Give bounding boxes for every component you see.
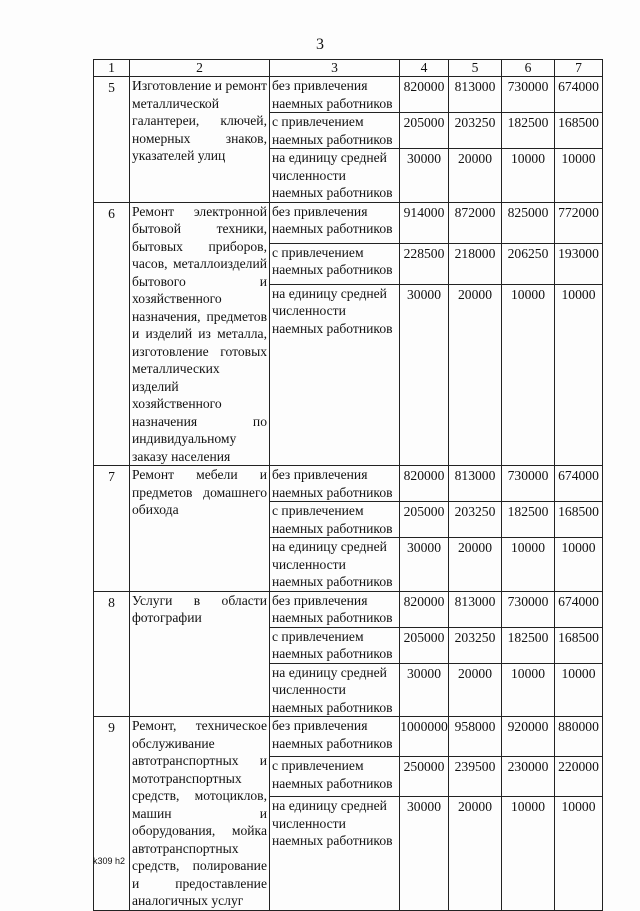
- service-name: Услуги в области фотографии: [130, 591, 270, 717]
- value-cell: 674000: [555, 591, 603, 627]
- value-cell: 10000: [555, 663, 603, 717]
- row-number: 7: [94, 466, 130, 592]
- row-number: 6: [94, 202, 130, 466]
- value-cell: 813000: [449, 466, 502, 502]
- value-cell: 206250: [502, 243, 555, 284]
- header-row: [94, 60, 603, 77]
- value-cell: 914000: [400, 202, 449, 243]
- value-cell: 10000: [555, 538, 603, 592]
- value-cell: 820000: [400, 591, 449, 627]
- value-cell: 182500: [502, 113, 555, 149]
- value-cell: 250000: [400, 757, 449, 797]
- value-cell: 205000: [400, 502, 449, 538]
- value-cell: 10000: [502, 538, 555, 592]
- employment-mode: на единицу средней численности наемных работников: [270, 663, 400, 717]
- value-cell: 30000: [400, 538, 449, 592]
- column-header: 7: [555, 60, 603, 77]
- table-row: [94, 77, 603, 113]
- value-cell: 20000: [449, 797, 502, 910]
- services-table: [93, 59, 603, 911]
- row-number: 8: [94, 591, 130, 717]
- column-header: 6: [502, 60, 555, 77]
- value-cell: 880000: [555, 717, 603, 757]
- value-cell: 813000: [449, 591, 502, 627]
- value-cell: 20000: [449, 538, 502, 592]
- column-header: 5: [449, 60, 502, 77]
- value-cell: 218000: [449, 243, 502, 284]
- row-number: 5: [94, 77, 130, 203]
- value-cell: 20000: [449, 284, 502, 465]
- employment-mode: на единицу средней численности наемных работников: [270, 149, 400, 203]
- value-cell: 203250: [449, 502, 502, 538]
- value-cell: 10000: [502, 149, 555, 203]
- employment-mode: с привлечением наемных работников: [270, 757, 400, 797]
- value-cell: 10000: [555, 797, 603, 910]
- service-name: Ремонт, техническое обслуживание автотранспортных и мототранспортных средств, мотоциклов, машин и оборудования, мойка автотранспортных средств, полирование и предоставление аналогичных услуг: [130, 717, 270, 911]
- value-cell: 220000: [555, 757, 603, 797]
- employment-mode: без привлечения наемных работников: [270, 591, 400, 627]
- column-header: 4: [400, 60, 449, 77]
- value-cell: 30000: [400, 284, 449, 465]
- value-cell: 10000: [502, 284, 555, 465]
- service-name: Ремонт электронной бытовой техники, бытовых приборов, часов, металлоизделий бытового и хозяйственного назначения, предметов и изделий из металла, изготовление готовых металлических изделий хозяйственного назначения по индивидуальному заказу населения: [130, 202, 270, 466]
- value-cell: 772000: [555, 202, 603, 243]
- value-cell: 228500: [400, 243, 449, 284]
- employment-mode: с привлечением наемных работников: [270, 113, 400, 149]
- value-cell: 674000: [555, 466, 603, 502]
- employment-mode: без привлечения наемных работников: [270, 77, 400, 113]
- service-name: Изготовление и ремонт металлической галантереи, ключей, номерных знаков, указателей улиц: [130, 77, 270, 203]
- value-cell: 730000: [502, 591, 555, 627]
- employment-mode: без привлечения наемных работников: [270, 717, 400, 757]
- footer-code: k309 h2: [93, 856, 126, 866]
- value-cell: 820000: [400, 77, 449, 113]
- row-number: 9: [94, 717, 130, 911]
- employment-mode: без привлечения наемных работников: [270, 202, 400, 243]
- value-cell: 203250: [449, 113, 502, 149]
- column-header: 3: [270, 60, 400, 77]
- value-cell: 205000: [400, 627, 449, 663]
- value-cell: 674000: [555, 77, 603, 113]
- value-cell: 813000: [449, 77, 502, 113]
- table-row: [94, 466, 603, 502]
- value-cell: 820000: [400, 466, 449, 502]
- service-name: Ремонт мебели и предметов домашнего обихода: [130, 466, 270, 592]
- column-header: 1: [94, 60, 130, 77]
- value-cell: 1000000: [400, 717, 449, 757]
- table-row: [94, 202, 603, 243]
- value-cell: 920000: [502, 717, 555, 757]
- table-row: [94, 591, 603, 627]
- page-number: 3: [316, 36, 324, 53]
- value-cell: 958000: [449, 717, 502, 757]
- value-cell: 872000: [449, 202, 502, 243]
- value-cell: 239500: [449, 757, 502, 797]
- value-cell: 730000: [502, 466, 555, 502]
- value-cell: 193000: [555, 243, 603, 284]
- employment-mode: с привлечением наемных работников: [270, 627, 400, 663]
- value-cell: 10000: [502, 663, 555, 717]
- employment-mode: с привлечением наемных работников: [270, 243, 400, 284]
- value-cell: 30000: [400, 663, 449, 717]
- employment-mode: на единицу средней численности наемных работников: [270, 797, 400, 910]
- table-row: [94, 717, 603, 757]
- value-cell: 168500: [555, 627, 603, 663]
- value-cell: 205000: [400, 113, 449, 149]
- value-cell: 182500: [502, 502, 555, 538]
- value-cell: 10000: [502, 797, 555, 910]
- employment-mode: без привлечения наемных работников: [270, 466, 400, 502]
- value-cell: 30000: [400, 149, 449, 203]
- value-cell: 30000: [400, 797, 449, 910]
- column-header: 2: [130, 60, 270, 77]
- value-cell: 182500: [502, 627, 555, 663]
- value-cell: 168500: [555, 502, 603, 538]
- employment-mode: на единицу средней численности наемных работников: [270, 538, 400, 592]
- value-cell: 203250: [449, 627, 502, 663]
- value-cell: 20000: [449, 663, 502, 717]
- employment-mode: с привлечением наемных работников: [270, 502, 400, 538]
- value-cell: 10000: [555, 149, 603, 203]
- value-cell: 230000: [502, 757, 555, 797]
- value-cell: 10000: [555, 284, 603, 465]
- value-cell: 730000: [502, 77, 555, 113]
- employment-mode: на единицу средней численности наемных работников: [270, 284, 400, 465]
- value-cell: 168500: [555, 113, 603, 149]
- value-cell: 825000: [502, 202, 555, 243]
- value-cell: 20000: [449, 149, 502, 203]
